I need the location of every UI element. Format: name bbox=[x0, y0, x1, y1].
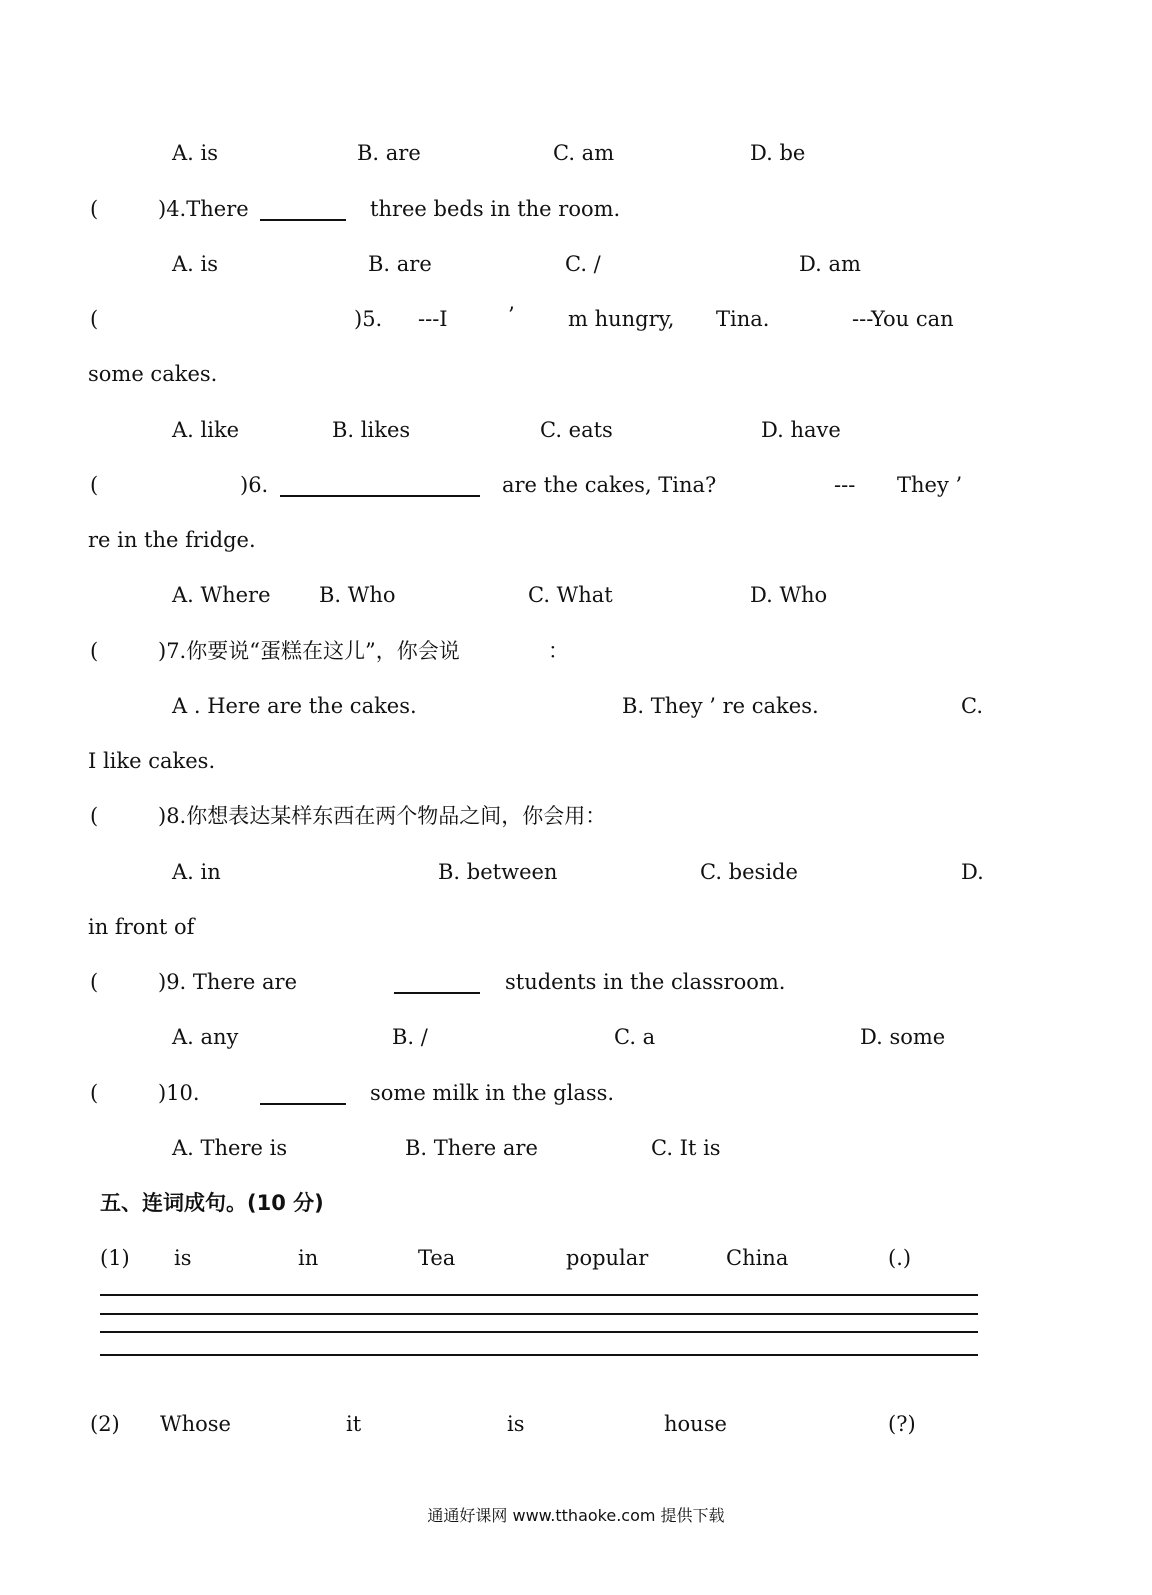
q5-option-d: D. have bbox=[761, 418, 841, 442]
q8-option-d-cont: in front of bbox=[88, 915, 195, 939]
q5-option-a: A. like bbox=[172, 418, 240, 442]
q6-stem-3: They ’ bbox=[897, 473, 963, 497]
sentence-1-word: Tea bbox=[418, 1246, 456, 1270]
q6-option-c: C. What bbox=[528, 583, 613, 607]
q3-option-a: A. is bbox=[172, 141, 219, 165]
q4-paren: ( bbox=[90, 197, 99, 221]
answer-line[interactable] bbox=[100, 1331, 978, 1333]
sentence-2-word: Whose bbox=[160, 1412, 231, 1436]
answer-line[interactable] bbox=[100, 1313, 978, 1315]
q6-number: )6. bbox=[240, 473, 269, 497]
q7-colon: ： bbox=[548, 639, 569, 663]
q5-stem-1: ---I bbox=[418, 307, 448, 331]
q6-stem-cont: re in the fridge. bbox=[88, 528, 256, 552]
sentence-2-word: house bbox=[664, 1412, 727, 1436]
q6-stem-2: --- bbox=[834, 473, 856, 497]
q3-option-c: C. am bbox=[553, 141, 615, 165]
q9-blank[interactable] bbox=[394, 992, 480, 994]
q10-option-c: C. It is bbox=[651, 1136, 721, 1160]
q5-stem-4: Tina. bbox=[716, 307, 770, 331]
q6-stem-1: are the cakes, Tina? bbox=[502, 473, 717, 497]
answer-line[interactable] bbox=[100, 1354, 978, 1356]
q8-number: )8.你想表达某样东西在两个物品之间，你会用： bbox=[158, 804, 607, 828]
page-footer: 通通好课网 www.tthaoke.com 提供下载 bbox=[427, 1506, 725, 1525]
q5-stem-cont: some cakes. bbox=[88, 362, 218, 386]
q9-option-c: C. a bbox=[614, 1025, 656, 1049]
q4-option-b: B. are bbox=[368, 252, 432, 276]
q8-option-a: A. in bbox=[172, 860, 221, 884]
q6-blank[interactable] bbox=[280, 495, 480, 497]
q10-option-a: A. There is bbox=[172, 1136, 288, 1160]
sentence-2-word: it bbox=[346, 1412, 362, 1436]
q7-option-a: A . Here are the cakes. bbox=[172, 694, 417, 718]
q8-option-b: B. between bbox=[438, 860, 558, 884]
q4-blank[interactable] bbox=[260, 219, 346, 221]
sentence-2-word: (?) bbox=[888, 1412, 916, 1436]
sentence-1-label: (1) bbox=[100, 1246, 130, 1270]
sentence-1-word: is bbox=[174, 1246, 192, 1270]
q6-option-b: B. Who bbox=[319, 583, 396, 607]
q9-option-d: D. some bbox=[860, 1025, 946, 1049]
section-5-heading: 五、连词成句。(10 分) bbox=[100, 1191, 324, 1215]
q7-option-c: C. bbox=[961, 694, 983, 718]
sentence-1-word: (.) bbox=[888, 1246, 912, 1270]
q5-option-b: B. likes bbox=[332, 418, 411, 442]
answer-line[interactable] bbox=[100, 1294, 978, 1296]
q8-paren: ( bbox=[90, 804, 99, 828]
q7-option-b: B. They ’ re cakes. bbox=[622, 694, 819, 718]
q9-paren: ( bbox=[90, 970, 99, 994]
sentence-2-word: is bbox=[507, 1412, 525, 1436]
q3-option-b: B. are bbox=[357, 141, 421, 165]
q9-option-b: B. / bbox=[392, 1025, 428, 1049]
q5-stem-3: m hungry, bbox=[568, 307, 675, 331]
q4-stem: three beds in the room. bbox=[370, 197, 621, 221]
q5-paren: ( bbox=[90, 307, 99, 331]
q10-number: )10. bbox=[158, 1081, 200, 1105]
q10-stem: some milk in the glass. bbox=[370, 1081, 615, 1105]
q9-option-a: A. any bbox=[172, 1025, 239, 1049]
sentence-1-word: in bbox=[298, 1246, 319, 1270]
q4-option-a: A. is bbox=[172, 252, 219, 276]
q4-number: )4.There bbox=[158, 197, 249, 221]
q5-number: )5. bbox=[354, 307, 383, 331]
q10-paren: ( bbox=[90, 1081, 99, 1105]
q3-option-d: D. be bbox=[750, 141, 806, 165]
q5-stem-5: ---You can bbox=[852, 307, 954, 331]
sentence-1-word: popular bbox=[566, 1246, 649, 1270]
q7-paren: ( bbox=[90, 639, 99, 663]
q6-paren: ( bbox=[90, 473, 99, 497]
q4-option-c: C. / bbox=[565, 252, 601, 276]
q5-stem-2: ’ bbox=[508, 303, 515, 327]
q7-number: )7.你要说“蛋糕在这儿”，你会说 bbox=[158, 639, 460, 663]
q9-number: )9. There are bbox=[158, 970, 297, 994]
q6-option-d: D. Who bbox=[750, 583, 828, 607]
q8-option-c: C. beside bbox=[700, 860, 798, 884]
q5-option-c: C. eats bbox=[540, 418, 613, 442]
q6-option-a: A. Where bbox=[172, 583, 271, 607]
q9-stem: students in the classroom. bbox=[505, 970, 786, 994]
sentence-2-label: (2) bbox=[90, 1412, 120, 1436]
q8-option-d: D. bbox=[961, 860, 984, 884]
q7-option-c-cont: I like cakes. bbox=[88, 749, 216, 773]
q4-option-d: D. am bbox=[799, 252, 861, 276]
q10-option-b: B. There are bbox=[405, 1136, 538, 1160]
q10-blank[interactable] bbox=[260, 1103, 346, 1105]
sentence-1-word: China bbox=[726, 1246, 789, 1270]
